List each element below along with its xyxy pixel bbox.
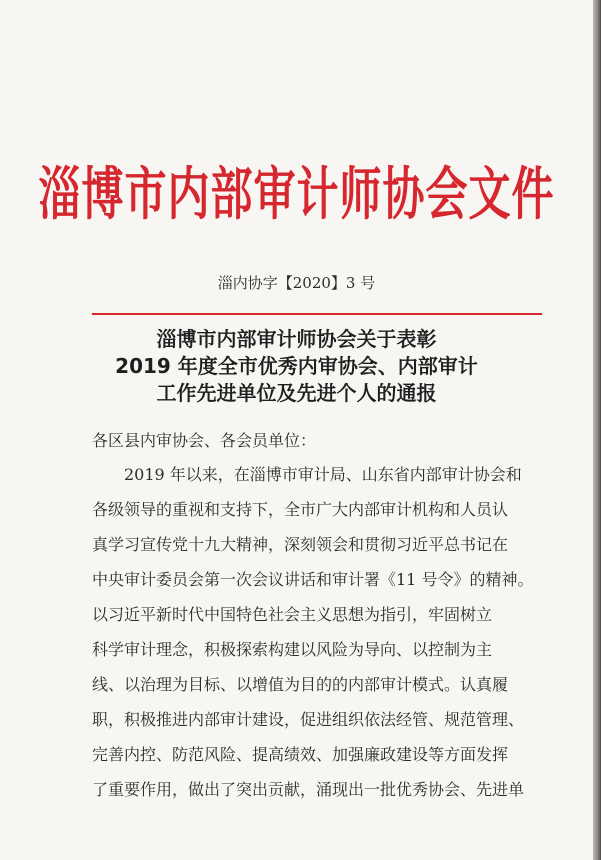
notice-title: [0, 326, 593, 407]
body-line: 2019 年以来，在淄博市审计局、山东省内部审计协会和: [124, 465, 522, 484]
body-line: 线、以治理为目标、以增值为目的的内部审计模式。认真履: [92, 675, 509, 694]
body-line: 职，积极推进内部审计建设，促进组织依法经管、规范管理、: [92, 710, 525, 729]
body-line: 以习近平新时代中国特色社会主义思想为指引，牢固树立: [92, 605, 493, 624]
body-line: 完善内控、防范风险、提高绩效、加强廉政建设等方面发挥: [92, 745, 509, 764]
salutation: 各区县内审协会、各会员单位：: [92, 431, 317, 450]
notice-title-line: 2019 年度全市优秀内审协会、内部审计: [115, 354, 478, 378]
body-line: 科学审计理念，积极探索构建以风险为导向、以控制为主: [92, 640, 493, 659]
body-line: 各级领导的重视和支持下，全市广大内部审计机构和人员认: [92, 500, 509, 519]
notice-body: [92, 430, 532, 814]
notice-title-line: 淄博市内部审计师协会关于表彰: [156, 327, 437, 351]
body-line: 真学习宣传党十九大精神，深刻领会和贯彻习近平总书记在: [92, 535, 509, 554]
body-line: 中央审计委员会第一次会议讲话和审计署《11 号令》的精神。: [92, 570, 534, 589]
document-number: 淄内协字【2020】3 号: [217, 274, 376, 292]
org-header-title: 淄博市内部审计师协会文件: [38, 160, 555, 227]
body-line: 了重要作用，做出了突出贡献，涌现出一批优秀协会、先进单: [92, 780, 525, 799]
red-divider-line: [92, 313, 542, 315]
page-edge-shadow: [593, 0, 601, 860]
notice-title-line: 工作先进单位及先进个人的通报: [156, 381, 437, 405]
